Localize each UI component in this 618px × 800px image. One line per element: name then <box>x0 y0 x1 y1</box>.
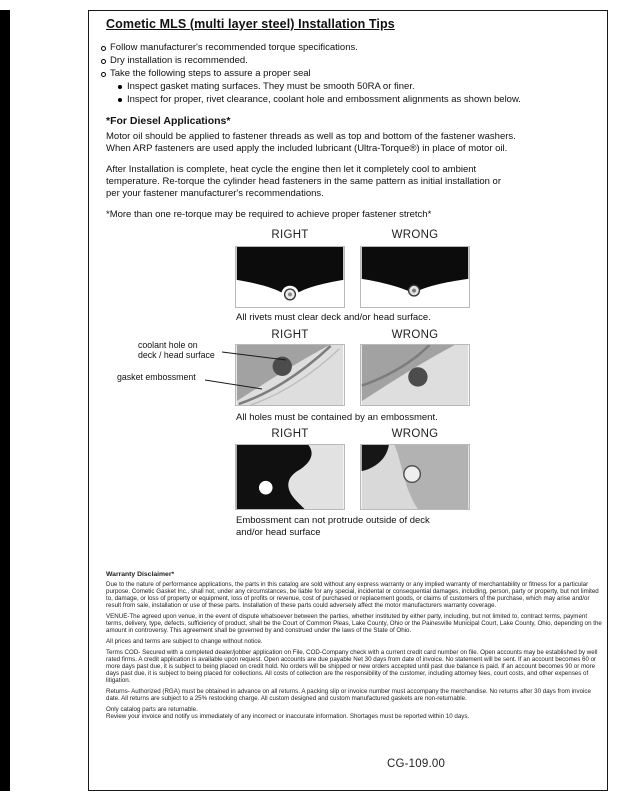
embossment-wrong-diagram <box>360 344 470 406</box>
diesel-heading: *For Diesel Applications* <box>106 115 231 127</box>
embossment-hole-icon <box>259 481 273 495</box>
row3-right-label: RIGHT <box>271 428 309 440</box>
warranty-heading: Warranty Disclaimer* <box>106 571 175 578</box>
warranty-paragraph: Due to the nature of performance applications, the parts in this catalog are sold without any express warranty or any implied warranty of merchantability or fitness for a particular purpose. Cometic Gasket Inc., shall not, under any circumstances, be liable for any special, incidental or consequential damages, including, person, party or property, but not limited to, damage, or loss of property or equipment, loss of profits or revenue, cost of purchased or replacement goods, or claims of customers of the purchase, which may arise and/or result from sale, installation or use of these parts. Installation of these parts could adversely affect the motor manufacturers warranty coverage. <box>106 581 599 610</box>
row2-caption: All holes must be contained by an embossment. <box>236 412 438 423</box>
tip-item: Dry installation is recommended. <box>99 54 521 67</box>
row2-wrong-label: WRONG <box>391 329 439 341</box>
terms-paragraph: Terms COD- Secured with a completed dealer/jobber application on File, COD-Company check with a current credit card number on file. Open accounts may be established by well rated firms. A credit application is available upon request. Open accounts are due payable Net 30 days from date of invoice. No statement will be sent. If an account becomes 60 or more days past due, it is subject to being placed on credit hold. No orders will be shipped or new orders accepted until past due balance is paid. If an account becomes 90 or more days past due, it is subject to being placed for collections. All costs of collection are the responsibility of the customer, including attorney fees, court costs, and other expenses of litigation. <box>106 649 598 684</box>
venue-paragraph: VENUE-The agreed upon venue, in the event of dispute whatsoever between the parties, whether instituted by either party, including, but not limited to, contract terms, payment terms, delivery, type, defects, sufficiency of product, shall be the Court of Common Pleas, Lake County, Ohio or the Painesville Municipal Court, Lake County, Ohio, depending on the amount in controversy. This agreement shall be governed by and construed under the laws of the State of Ohio. <box>106 613 602 635</box>
row3-wrong-label: WRONG <box>391 428 439 440</box>
coolant-hole-label: coolant hole on deck / head surface <box>138 340 215 360</box>
deck-edge-wrong-diagram <box>360 444 470 510</box>
tip-item: Follow manufacturer's recommended torque specifications. <box>99 41 521 54</box>
tip-subitem: Inspect for proper, rivet clearance, coolant hole and embossment alignments as shown below. <box>116 93 521 106</box>
row1-right-label: RIGHT <box>271 229 309 241</box>
retorque-note: *More than one re-torque may be required to achieve proper fastener stretch* <box>106 209 432 220</box>
coolant-hole-icon <box>408 367 427 386</box>
page-edge-bar <box>0 10 10 791</box>
embossment-hole-icon <box>404 466 420 482</box>
row3-caption: Embossment can not protrude outside of deck and/or head surface <box>236 515 430 538</box>
prices-paragraph: All prices and terms are subject to change without notice. <box>106 638 263 646</box>
tip-subitem: Inspect gasket mating surfaces. They must be smooth 50RA or finer. <box>116 80 521 93</box>
returns-paragraph: Returns- Authorized (RGA) must be obtained in advance on all returns. A packing slip or invoice number must accompany the merchandise. No returns after 30 days from invoice date. All returns are subject to a 25% restocking charge. All custom designed and custom manufactured gaskets are non-returnable. <box>106 687 591 702</box>
tip-item: Take the following steps to assure a proper seal <box>99 67 521 80</box>
diesel-paragraph-2: After Installation is complete, heat cycle the engine then let it completely cool to ambient temperature. Re-torque the cylinder head fasteners in the same pattern as initial installation or per your fastener manufacturer's recommendations. <box>106 164 501 199</box>
row1-wrong-label: WRONG <box>391 229 439 241</box>
invoice-review-line: Review your invoice and notify us immediately of any incorrect or inaccurate information. Shortages must be reported within 10 days. <box>106 712 470 720</box>
catalog-returnable-line: Only catalog parts are returnable. <box>106 705 198 713</box>
deck-edge-right-diagram <box>235 444 345 510</box>
row2-right-label: RIGHT <box>271 329 309 341</box>
legal-section <box>106 572 602 725</box>
tips-list <box>99 41 521 106</box>
row1-caption: All rivets must clear deck and/or head surface. <box>236 312 431 323</box>
rivet-wrong-diagram <box>360 246 470 308</box>
rivet-right-diagram <box>235 246 345 308</box>
page-code: CG-109.00 <box>387 758 446 770</box>
gasket-embossment-label: gasket embossment <box>117 372 196 382</box>
pointer-lines <box>200 336 300 392</box>
page-title: Cometic MLS (multi layer steel) Installation Tips <box>106 17 395 31</box>
diesel-paragraph-1: Motor oil should be applied to fastener threads as well as top and bottom of the fastener washers. When ARP fasteners are used apply the included lubricant (Ultra-Torque®) in place of motor oil. <box>106 131 516 154</box>
